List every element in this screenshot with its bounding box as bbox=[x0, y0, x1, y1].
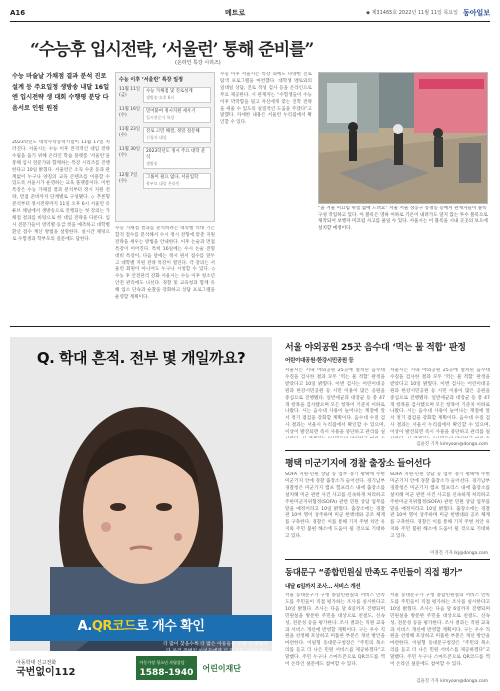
foundation-name: 어린이재단 bbox=[202, 663, 241, 673]
article1-body-col1: 2023학년도 대학수학능력시험이 11월 17일 치러진다. 서울시는 수능 이후 본격적인 대입 전략 수립을 돕기 위해 온라인 학습 플랫폼 ‘서울런’을 통해 입시 전문가와 함께하는 특강 시리즈를 진행한다고 10일 밝혔다. 서울런은 소득 수준 등과 관계없이 누구나 양질의 교육 콘텐츠를 이용할 수 있도록 서울시가 운영하는 교육 플랫폼이다. 이번 특강은 수능 가채점 결과 분석부터 정시 지원 전략, 면접 준비까지 단계별로 구성됐다. ◇ 추론형 분석부터 정시전략까지 11일 오후 6시 서울런 유튜브 채널에서 생방송으로 진행되는 첫 강의는 가채점 결과를 바탕으로 한 대입 전략을 다룬다. 입시 전문가들이 영역별 등급 컷을 예측하고 대학별 환산 점수 계산 방법을 설명한다. 실시간 채팅으로 수험생과 학부모의 질문에도 답한다. bbox=[12, 140, 110, 242]
issue-meta: ◆ 제31465호 2022년 11월 11일 목요일 bbox=[366, 10, 458, 16]
schedule-row: 11월 30일(수) 2023학년도 정시 주요 대학 분석 생방송 bbox=[119, 147, 211, 169]
article2-body-col2: 서울시는 시내 야외공원 25곳에 설치된 음수대 수질을 검사한 결과 모두 ‘먹는 물 적합’ 판정을 받았다고 10일 밝혔다. 이번 검사는 어린이대공원과 한강시민공원 등 시민 이용이 많은 공원을 중심으로 진행됐다. 일반세균과 대장균 등 총 47개 항목을 검사했으며 모든 항목이 기준치 이하로 나왔다. 시는 음수대 사용이 늘어나는 계절에 앞서 정기 점검을 강화할 계획이다. 음수대 수질 검사 결과는 서울시 누리집에서 확인할 수 있으며, 이상이 발견되면 즉시 사용을 중단하고 관리를 실 bbox=[390, 368, 490, 436]
ad-question: Q. 학대 흔적. 전부 몇 개일까요? bbox=[36, 349, 246, 367]
schedule-box bbox=[115, 72, 215, 222]
photo-caption: “올 겨울 미끄럼 위험 없애 드려요” 서울 서울 성동구 송정동 등에서 관계자들이 블록 구성 작업하고 있다. 이 블록은 영하 이하로 기온이 내려가도 얼지 않는 투수 블록으로 제작되어 보행자 미끄럼 사고를 줄일 수 있다. 서울시는 이 블록을 시내 곳곳의 보도에 설치할 예정이다. bbox=[318, 206, 488, 232]
article3-signature: 이경진 기자 lkj@donga.com bbox=[430, 551, 488, 556]
article1-body-col3: 수능 이후 서울시는 특강 외에도 다양한 진로 탐색 프로그램을 마련했다. 대학생 멘토와의 일대일 상담, 진로 적성 검사 등을 온라인으로 무료 제공한다. 시 관계자는 “수험생들이 수능 이후 막막함을 덜고 자신에게 맞는 진학 전략을 세울 수 있도록 실질적인 도움을 주겠다”고 말했다. 자세한 내용은 서울런 누리집에서 확인할 수 있다. bbox=[220, 72, 312, 126]
header-rule bbox=[10, 21, 490, 22]
article4-signature: 김윤진 기자 kimyoon@donga.com bbox=[416, 679, 488, 684]
article2-signature: 김윤진 기자 kimyoon@donga.com bbox=[416, 442, 488, 447]
section-rule bbox=[10, 326, 490, 327]
article1-body-col2: 수능 가채점 결과를 분석하려는 대학별 역대 기는 합격 점수를 분석해서 수시 정시 전형에 맞춘 지원 전략을 세우는 방법을 안내한다. 이후 논술과 면접 특강이 이어진다. 특히 16일에는 수시 논술 전형 대비 특강이, 다음 달에는 정시 원서 접수를 앞두고 대학별 지원 전략 특강이 열린다. 각 강의는 서울런 회원이 아니어도 누구나 시청할 수 있다. ◇ 수능 후 안전관리 강화 서울시는 수능 이후 청소년 안전 관리에도 나선다. 경찰 및 교육청과 함께 유해 업소 단속과 순찰을 강화하고 상담 프로그램을 운영할 계획이다. bbox=[115, 226, 215, 301]
section-name: 메트로 bbox=[225, 8, 246, 17]
schedule-row: 11월 11일(금) 수능 가채점 및 진로설계 생방송·오후 6시 bbox=[119, 87, 211, 103]
article2-body-col1: 서울시는 시내 야외공원 25곳에 설치된 음수대 수질을 검사한 결과 모두 ‘먹는 물 적합’ 판정을 받았다고 10일 밝혔다. 이번 검사는 어린이대공원과 한강시민공원 등 시민 이용이 많은 공원을 중심으로 진행됐다. 일반세균과 대장균 등 총 47개 항목을 검사했으며 모든 항목이 기준치 이하로 나왔다. 시는 음수대 사용이 늘어나는 계절에 앞서 정기 점검을 강화할 계획이다. 음수대 수질 검사 결과는 서울시 누리집에서 확인할 수 있으며, 이상이 발견되면 즉시 사용을 중단하고 관리를 실 bbox=[285, 368, 385, 436]
ad-subtext: 더 많이 찾을수록 더 많은 아동들을 구할 수 있습니 bbox=[163, 642, 268, 647]
schedule-row: 12월 7일(수) 그룹이 필요 없다, 서울입학 학부모 대상 온라인 bbox=[119, 173, 211, 189]
rule-a3 bbox=[285, 559, 490, 560]
ad-footer bbox=[10, 651, 272, 685]
schedule-title: 수능 이후 ‘서울런’ 특강 일정 bbox=[119, 77, 183, 83]
article4-headline: 동대문구 “종합민원실 만족도 주민들이 직접 평가” bbox=[285, 567, 463, 577]
child-abuse-ad bbox=[10, 337, 272, 685]
ad-answer: A.QR코드로 개수 확인 bbox=[10, 615, 272, 641]
newspaper-logo: 동아일보 bbox=[462, 8, 490, 17]
article2-kicker: 어린이대공원·한강시민공원 등 bbox=[285, 358, 354, 364]
schedule-row: 11월 16일(수) 밀어붙여 정시지원 세우기 입시전문가 특강 bbox=[119, 107, 211, 123]
article1-lead: 수능 마술날 가채점 결과 분석 진로 설계 등 주요일정 생방송 내달 16일엔 입시전략 생 대회 수행평 분당 다음서로 인원 원점 bbox=[12, 73, 110, 112]
street-work-photo bbox=[318, 72, 488, 204]
page-header bbox=[10, 6, 490, 19]
article4-body-col1: 서울 동대문구가 구청 종합민원실의 서비스 만족도를 주민들이 직접 평가하는 조사를 실시한다고 10일 밝혔다. 조사는 다음 달 6일까지 진행되며 민원실을 방문한 주민을 대상으로 친절도, 신속성, 전문성 등을 평가한다. 조사 결과는 직원 교육과 서비스 개선에 반영할 계획이다. 구는 우수 직원을 선정해 포상하고 미흡한 부분은 개선 방안을 마련한다. 이필형 동대문구청장은 “주민의 목소리를 듣고 더 나은 민원 서비스를 제공하겠다”고 말했다. 주민 누구나 스마트폰으로 QR코드를 찍어 온라인 설문에도 참여할 수 있다. bbox=[285, 593, 385, 668]
page-number: A16 bbox=[10, 8, 26, 17]
hotline-box: 아동가정 청소년 자립상담 1588-1940 bbox=[136, 656, 198, 680]
article4-kicker: 내달 6일까지 조사… 서비스 개선 bbox=[285, 584, 361, 590]
article3-body-col2: SOFA 지원·민원 상담 등 업무 경기 평택에 주한 미군기지 안에 경찰 출장소가 들어선다. 경기남부경찰청은 미군기지 캠프 험프리스 내에 출장소를 설치해 미군 관련 사건 사고를 신속하게 처리하고 주한미군지위협정(SOFA) 관련 민원 상담 업무를 맡을 예정이라고 10일 밝혔다. 출장소에는 경찰관 10여 명이 상주하며 미군 헌병대와 공조 체계를 구축한다. 경찰은 이를 통해 기지 주변 치안 유지와 주민 불편 해소에 도움이 될 것으로 기대하고 있다. bbox=[390, 472, 490, 540]
article4-body-col2: 서울 동대문구가 구청 종합민원실의 서비스 만족도를 주민들이 직접 평가하는 조사를 실시한다고 10일 밝혔다. 조사는 다음 달 6일까지 진행되며 민원실을 방문한 주민을 대상으로 친절도, 신속성, 전문성 등을 평가한다. 조사 결과는 직원 교육과 서비스 개선에 반영할 계획이다. 구는 우수 직원을 선정해 포상하고 미흡한 부분은 개선 방안을 마련한다. 이필형 동대문구청장은 “주민의 목소리를 듣고 더 나은 민원 서비스를 제공하겠다”고 말했다. 주민 누구나 스마트폰으로 QR코드를 찍어 온라인 설문에도 참여할 수 있다. bbox=[390, 593, 490, 668]
report-number: 국번없이112 bbox=[16, 666, 76, 678]
article1-headline: “수능후 입시전략, ‘서울런’ 통해 준비를” bbox=[30, 40, 314, 60]
article3-body-col1: SOFA 지원·민원 상담 등 업무 경기 평택에 주한 미군기지 안에 경찰 출장소가 들어선다. 경기남부경찰청은 미군기지 캠프 험프리스 내에 출장소를 설치해 미군 관련 사건 사고를 신속하게 처리하고 주한미군지위협정(SOFA) 관련 민원 상담 업무를 맡을 예정이라고 10일 밝혔다. 출장소에는 경찰관 10여 명이 상주하며 미군 헌병대와 공조 체계를 구축한다. 경찰은 이를 통해 기지 주변 치안 유지와 주민 불편 해소에 도움이 될 것으로 기대하고 있다. bbox=[285, 472, 385, 540]
article3-headline: 평택 미군기지에 경찰 출장소 들어선다 bbox=[285, 459, 431, 469]
schedule-row: 11월 23일(수) 진로 고민 해결, 정말 질문해 신청자 대상 bbox=[119, 127, 211, 143]
report-label: 아동학대 신고전화 bbox=[16, 659, 57, 666]
rule-a2 bbox=[285, 450, 490, 451]
article2-headline: 서울 야외공원 25곳 음수대 ‘먹는 물 적합’ 판정 bbox=[285, 343, 466, 353]
article1-byline: (온라인 특강 시리즈) bbox=[175, 60, 221, 66]
